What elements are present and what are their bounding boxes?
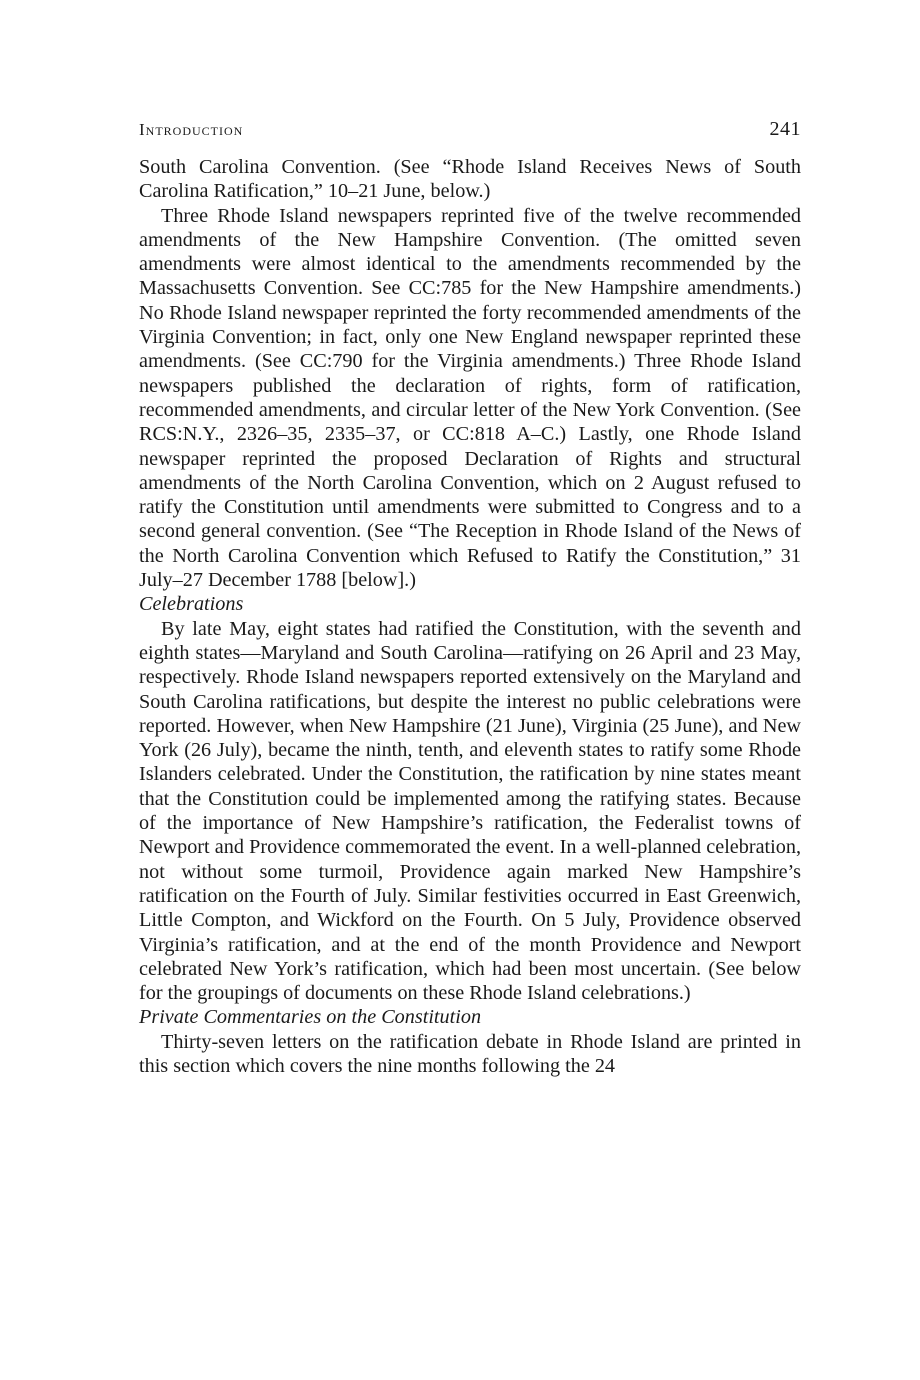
paragraph-amendments: Three Rhode Island newspapers reprinted five of the twelve recommended amendments of the New Hampshire Convention. (The omitted seven amendments were almost identical to the amendments recommended by the Massachusetts Convention. See CC:785 for the New Hampshire amendments.) No Rhode Island newspaper reprinted the forty recommended amendments of the Virginia Convention; in fact, only one New England newspaper reprinted these amendments. (See CC:790 for the Virginia amendments.) Three Rhode Island newspapers published the declaration of rights, form of ratification, recommended amendments, and circular letter of the New York Convention. (See RCS:N.Y., 2326–35, 2335–37, or CC:818 A–C.) Lastly, one Rhode Island newspaper reprinted the proposed Declaration of Rights and structural amendments of the North Carolina Convention, which on 2 August refused to ratify the Constitution until amendments were submitted to Congress and to a second general convention. (See “The Reception in Rhode Island of the News of the North Carolina Convention which Refused to Ratify the Constitution,” 31 July–27 December 1788 [below].) — [139, 204, 801, 592]
section-heading-private-commentaries: Private Commentaries on the Constitution — [139, 1006, 482, 1029]
paragraph-continued: South Carolina Convention. (See “Rhode Island Receives News of South Carolina Ratification,” 10–21 June, below.) — [139, 156, 801, 203]
running-head — [139, 118, 801, 141]
section-heading-celebrations: Celebrations — [139, 593, 244, 616]
page-number: 241 — [769, 118, 801, 140]
running-head-title: Introduction — [139, 120, 244, 139]
paragraph-celebrations: By late May, eight states had ratified the Constitution, with the seventh and eighth states—Maryland and South Carolina—ratifying on 26 April and 23 May, respectively. Rhode Island newspapers reported extensively on the Maryland and South Carolina ratifications, but despite the interest no public celebrations were reported. However, when New Hampshire (21 June), Virginia (25 June), and New York (26 July), became the ninth, tenth, and eleventh states to ratify some Rhode Islanders celebrated. Under the Constitution, the ratification by nine states meant that the Constitution could be implemented among the ratifying states. Because of the importance of New Hampshire’s ratification, the Federalist towns of Newport and Providence commemorated the event. In a well-planned celebration, not without some turmoil, Providence again marked New Hampshire’s ratification on the Fourth of July. Similar festivities occurred in East Greenwich, Little Compton, and Wickford on the Fourth. On 5 July, Providence observed Virginia’s ratification, and at the end of the month Providence and Newport celebrated New York’s ratification, which had been most uncertain. (See below for the groupings of documents on these Rhode Island celebrations.) — [139, 617, 801, 1005]
document-page — [139, 118, 801, 1078]
paragraph-private-commentaries: Thirty-seven letters on the ratification debate in Rhode Island are printed in this section which covers the nine months following the 24 — [139, 1030, 801, 1077]
body-text — [139, 155, 801, 1078]
